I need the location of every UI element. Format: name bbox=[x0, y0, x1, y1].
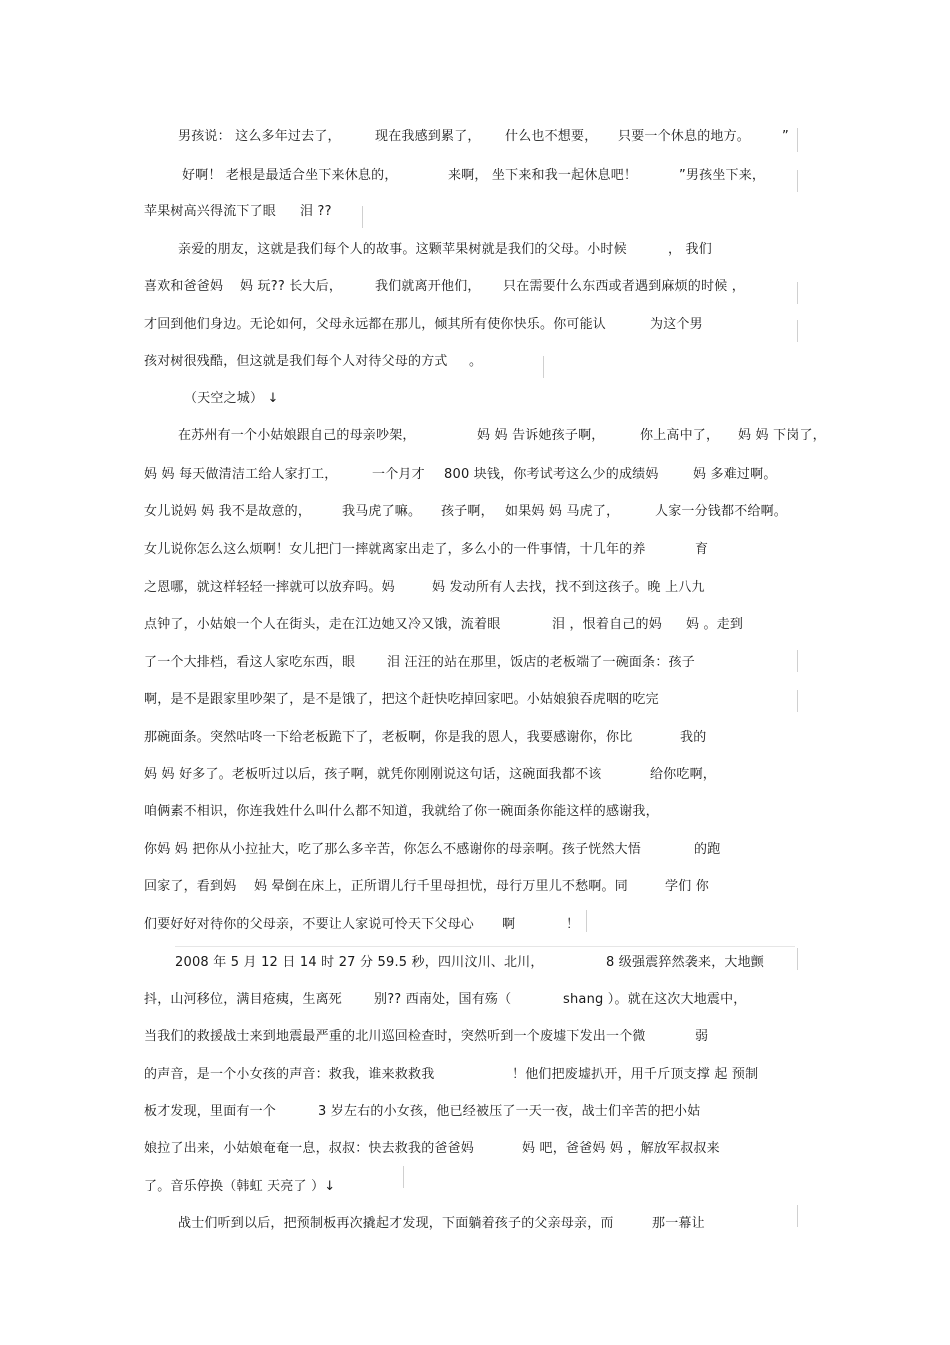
text-segment: 咱俩素不相识，你连我姓什么叫什么都不知道，我就给了你一碗面条你能这样的感谢我， bbox=[144, 804, 659, 819]
text-segment: 那一幕让 bbox=[652, 1216, 705, 1231]
text-segment: 啊 bbox=[502, 917, 516, 932]
text-segment: 别?? 西南处，国有殇（ bbox=[374, 992, 512, 1007]
text-segment: 泪 ?? bbox=[300, 204, 332, 219]
text-segment: 们要好好对待你的父母亲，不要让人家说可怜天下父母心 bbox=[144, 917, 475, 932]
text-segment: ”男孩坐下来， bbox=[679, 168, 766, 183]
text-segment: 。 bbox=[469, 354, 483, 369]
text-segment: 学们 你 bbox=[665, 879, 709, 894]
text-line bbox=[0, 953, 950, 977]
text-line bbox=[0, 653, 950, 677]
text-segment: 孩对树很残酷，但这就是我们每个人对待父母的方式 bbox=[144, 354, 448, 369]
text-segment: 那碗面条。突然咕咚一下给老板跪下了，老板啊，你是我的恩人，我要感谢你，你比 bbox=[144, 730, 633, 745]
text-segment: 我马虎了嘛。 bbox=[342, 504, 422, 519]
text-segment: 一个月才 bbox=[372, 467, 425, 482]
text-segment: 什么也不想要， bbox=[505, 129, 598, 144]
text-line bbox=[0, 877, 950, 901]
text-segment: 为这个男 bbox=[650, 317, 703, 332]
text-line bbox=[0, 1027, 950, 1051]
text-segment: ！他们把废墟扒开，用千斤顶支撑 起 预制 bbox=[512, 1067, 759, 1082]
text-line bbox=[0, 240, 950, 264]
text-segment: 泪 ，恨着自己的妈 bbox=[552, 617, 662, 632]
text-segment: 喜欢和爸爸妈 bbox=[144, 279, 224, 294]
text-segment: 战士们听到以后，把预制板再次撬起才发现，下面躺着孩子的父亲母亲，而 bbox=[178, 1216, 614, 1231]
text-segment: 女儿说你怎么这么烦啊！女儿把门一摔就离家出走了，多么小的一件事情，十几年的养 bbox=[144, 542, 646, 557]
text-segment: 之恩哪，就这样轻轻一摔就可以放弃吗。妈 bbox=[144, 580, 395, 595]
text-line bbox=[0, 1102, 950, 1126]
text-segment: 我们就离开他们， bbox=[375, 279, 481, 294]
text-segment: 8 级强震猝然袭来，大地颤 bbox=[606, 955, 765, 970]
text-segment: 才回到他们身边。无论如何，父母永远都在那儿，倾其所有使你快乐。你可能认 bbox=[144, 317, 607, 332]
text-segment: 在苏州有一个小姑娘跟自己的母亲吵架， bbox=[178, 428, 416, 443]
text-segment: 人家一分钱都不给啊。 bbox=[655, 504, 788, 519]
text-line bbox=[0, 352, 950, 376]
text-line bbox=[0, 615, 950, 639]
text-segment: 板才发现，里面有一个 bbox=[144, 1104, 277, 1119]
text-segment: 妈 妈 下岗了， bbox=[738, 428, 826, 443]
text-segment: 你上高中了， bbox=[640, 428, 720, 443]
text-segment: 妈 玩?? 长大后， bbox=[240, 279, 343, 294]
text-segment: 娘拉了出来，小姑娘奄奄一息，叔叔：快去救我的爸爸妈 bbox=[144, 1141, 475, 1156]
text-segment: 孩子啊， bbox=[441, 504, 494, 519]
text-segment: 弱 bbox=[695, 1029, 709, 1044]
text-segment: 当我们的救援战士来到地震最严重的北川巡回检查时，突然听到一个废墟下发出一个微 bbox=[144, 1029, 646, 1044]
text-line bbox=[0, 1177, 950, 1201]
text-segment: 女儿说妈 妈 我不是故意的， bbox=[144, 504, 312, 519]
text-segment: 我的 bbox=[680, 730, 707, 745]
text-segment: shang ）。就在这次大地震中， bbox=[563, 992, 747, 1007]
text-line bbox=[0, 202, 950, 226]
text-segment: 的声音，是一个小女孩的声音：救我，谁来救救我 bbox=[144, 1067, 435, 1082]
text-line bbox=[0, 465, 950, 489]
text-segment: 妈 晕倒在床上，正所谓儿行千里母担忧，母行万里儿不愁啊。同 bbox=[254, 879, 628, 894]
text-segment: 啊，是不是跟家里吵架了，是不是饿了，把这个赶快吃掉回家吧。小姑娘狼吞虎咽的吃完 bbox=[144, 692, 659, 707]
text-segment: 800 块钱，你考试考这么少的成绩妈 bbox=[444, 467, 659, 482]
text-line bbox=[0, 315, 950, 339]
text-segment: 只要一个休息的地方。 bbox=[618, 129, 751, 144]
text-segment: 好啊！ 老根是最适合坐下来休息的， bbox=[182, 168, 398, 183]
text-segment: 妈 。走到 bbox=[686, 617, 744, 632]
text-line bbox=[0, 389, 950, 413]
text-segment: 了一个大排档，看这人家吃东西，眼 bbox=[144, 655, 356, 670]
text-line bbox=[0, 540, 950, 564]
text-segment: 亲爱的朋友，这就是我们每个人的故事。这颗苹果树就是我们的父母。小时候 bbox=[178, 242, 627, 257]
text-segment: 妈 妈 每天做清洁工给人家打工， bbox=[144, 467, 338, 482]
text-segment: 2008 年 5 月 12 日 14 时 27 分 59.5 秒，四川汶川、北川， bbox=[175, 955, 544, 970]
text-segment: ！ bbox=[566, 917, 580, 932]
text-segment: 育 bbox=[695, 542, 709, 557]
text-segment: 的跑 bbox=[694, 842, 721, 857]
text-segment: 如果妈 妈 马虎了， bbox=[505, 504, 620, 519]
text-segment: 苹果树高兴得流下了眼 bbox=[144, 204, 277, 219]
text-segment: 回家了，看到妈 bbox=[144, 879, 237, 894]
text-segment: 来啊， 坐下来和我一起休息吧！ bbox=[448, 168, 638, 183]
text-segment: 点钟了，小姑娘一个人在街头，走在江边她又冷又饿，流着眼 bbox=[144, 617, 501, 632]
text-segment: 了。音乐停换（韩虹 天亮了 ）↓ bbox=[144, 1179, 336, 1194]
text-segment: 你妈 妈 把你从小拉扯大，吃了那么多辛苦，你怎么不感谢你的母亲啊。孩子恍然大悟 bbox=[144, 842, 642, 857]
text-line bbox=[0, 127, 950, 151]
text-line bbox=[0, 1214, 950, 1238]
faint-rule bbox=[175, 946, 795, 947]
text-line bbox=[0, 166, 950, 190]
text-segment: ” bbox=[782, 129, 789, 144]
text-segment: 男孩说： 这么多年过去了， bbox=[178, 129, 341, 144]
text-line bbox=[0, 690, 950, 714]
text-segment: 只在需要什么东西或者遇到麻烦的时候 ， bbox=[503, 279, 745, 294]
text-line bbox=[0, 502, 950, 526]
text-line bbox=[0, 802, 950, 826]
text-line bbox=[0, 990, 950, 1014]
text-line bbox=[0, 1139, 950, 1163]
text-segment: 妈 发动所有人去找，找不到这孩子。晚 上八九 bbox=[432, 580, 705, 595]
text-segment: 妈 多难过啊。 bbox=[693, 467, 777, 482]
text-line bbox=[0, 840, 950, 864]
text-segment: 现在我感到累了， bbox=[375, 129, 481, 144]
text-segment: 妈 吧，爸爸妈 妈 ，解放军叔叔来 bbox=[522, 1141, 720, 1156]
text-segment: 妈 妈 告诉她孩子啊， bbox=[477, 428, 605, 443]
text-line bbox=[0, 578, 950, 602]
text-segment: 给你吃啊， bbox=[650, 767, 717, 782]
text-segment: 妈 妈 好多了。老板听过以后，孩子啊，就凭你刚刚说这句话，这碗面我都不该 bbox=[144, 767, 602, 782]
text-segment: （天空之城） ↓ bbox=[184, 391, 279, 406]
text-segment: 泪 汪汪的站在那里，饭店的老板端了一碗面条：孩子 bbox=[387, 655, 695, 670]
text-segment: 抖，山河移位，满目疮痍，生离死 bbox=[144, 992, 343, 1007]
text-line bbox=[0, 426, 950, 450]
text-line bbox=[0, 728, 950, 752]
text-line bbox=[0, 765, 950, 789]
text-line bbox=[0, 277, 950, 301]
text-segment: 3 岁左右的小女孩，他已经被压了一天一夜，战士们辛苦的把小姑 bbox=[318, 1104, 701, 1119]
text-segment: ， 我们 bbox=[668, 242, 712, 257]
text-line bbox=[0, 915, 950, 939]
text-line bbox=[0, 1065, 950, 1089]
